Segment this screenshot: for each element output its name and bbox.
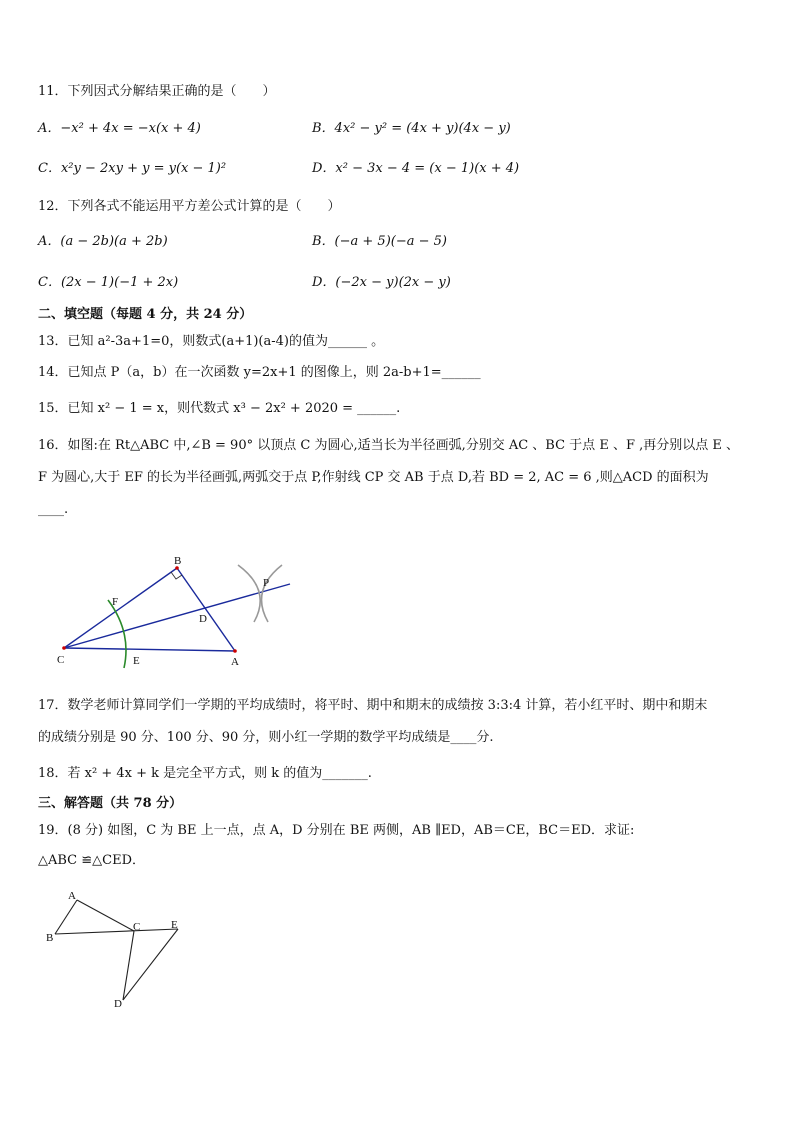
q17-line-1: 17．数学老师计算同学们一学期的平均成绩时，将平时、期中和期末的成绩按 3:3:4 计算，若小红平时、期中和期末 (38, 698, 708, 713)
q12-option-b: B．(−a + 5)(−a − 5) (312, 234, 447, 249)
section-2-heading: 二、填空题（每题 4 分，共 24 分） (38, 307, 253, 322)
q16-line-3: ____. (38, 502, 69, 517)
q16-line-2: F 为圆心,大于 EF 的长为半径画弧,两弧交于点 P,作射线 CP 交 AB 于点 D,若 BD = 2, AC = 6 ,则△ACD 的面积为 (38, 470, 709, 485)
q13-text: 13．已知 a²-3a+1=0，则数式(a+1)(a-4)的值为______ 。 (38, 334, 385, 349)
label-d: D (199, 613, 207, 625)
label-a2: A (68, 890, 76, 902)
q18-text: 18．若 x² + 4x + k 是完全平方式，则 k 的值为_______. (38, 766, 372, 781)
arc-p-2 (262, 565, 282, 622)
label-e2: E (171, 919, 178, 931)
segment-ba (177, 568, 235, 651)
q19-line-1: 19．(8 分) 如图，C 为 BE 上一点，点 A，D 分别在 BE 两侧，AB ∥ED，AB＝CE，BC＝ED．求证: (38, 823, 635, 838)
segment-be (55, 929, 178, 934)
q11-option-d: D．x² − 3x − 4 = (x − 1)(x + 4) (312, 161, 520, 176)
label-c: C (57, 654, 65, 666)
label-d2: D (114, 998, 122, 1010)
label-p: P (263, 577, 270, 589)
q16-line-1: 16．如图:在 Rt△ABC 中,∠B = 90° 以顶点 C 为圆心,适当长为半径画弧,分别交 AC 、BC 于点 E 、F ,再分别以点 E 、 (38, 438, 739, 453)
q17-line-2: 的成绩分别是 90 分、100 分、90 分，则小红一学期的数学平均成绩是____分. (38, 730, 494, 745)
label-f: F (112, 596, 119, 608)
segment-ac (77, 900, 134, 931)
q12-stem: 12．下列各式不能运用平方差公式计算的是（ ） (38, 199, 341, 214)
q15-text: 15．已知 x² − 1 = x，则代数式 x³ − 2x² + 2020 = ______. (38, 401, 401, 416)
label-e: E (133, 655, 140, 667)
q11-stem: 11．下列因式分解结果正确的是（ ） (38, 84, 276, 99)
q16-figure (0, 540, 320, 680)
q12-option-a: A．(a − 2b)(a + 2b) (38, 234, 168, 249)
segment-ab (55, 900, 77, 934)
q12-option-d: D．(−2x − y)(2x − y) (312, 275, 451, 290)
label-a: A (231, 656, 239, 668)
segment-ed (123, 929, 178, 1000)
label-b: B (174, 555, 182, 567)
q14-text: 14．已知点 P（a，b）在一次函数 y=2x+1 的图像上，则 2a-b+1=______ (38, 365, 481, 380)
section-3-heading: 三、解答题（共 78 分） (38, 796, 183, 811)
q19-line-2: △ABC ≌△CED． (38, 853, 146, 868)
label-c2: C (133, 921, 141, 933)
segment-ca (64, 648, 235, 651)
segment-cd (123, 931, 134, 1000)
q12-option-c: C．(2x − 1)(−1 + 2x) (38, 275, 179, 290)
point-c (62, 646, 66, 650)
q19-figure (0, 880, 220, 1020)
segment-cb (64, 568, 177, 648)
q11-option-a: A．−x² + 4x = −x(x + 4) (38, 121, 201, 136)
label-b2: B (46, 932, 54, 944)
point-a (233, 649, 237, 653)
q11-option-c: C．x²y − 2xy + y = y(x − 1)² (38, 161, 227, 176)
q11-option-b: B．4x² − y² = (4x + y)(4x − y) (312, 121, 511, 136)
